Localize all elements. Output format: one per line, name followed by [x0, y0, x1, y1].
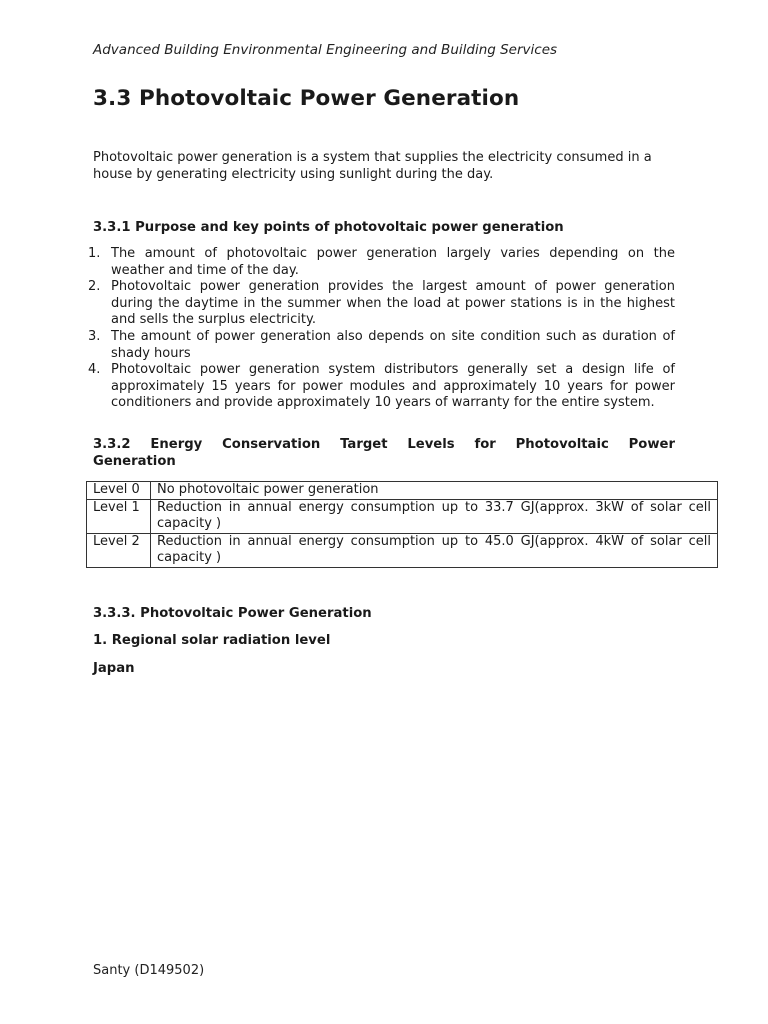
running-header: Advanced Building Environmental Engineering and Building Services — [93, 42, 558, 58]
key-points-list — [78, 246, 675, 412]
region-label: Japan — [93, 661, 135, 676]
list-item-number: 3. — [88, 328, 101, 344]
subsection-1-title: 3.3.1 Purpose and key points of photovoltaic power generation — [93, 220, 564, 235]
section-title: 3.3 Photovoltaic Power Generation — [93, 86, 520, 111]
list-item-number: 4. — [88, 362, 101, 378]
list-item — [78, 329, 675, 362]
level-cell: Level 1 — [87, 499, 151, 533]
list-item-text: The amount of power generation also depends on site condition such as duration of shady hours — [111, 328, 675, 361]
level-cell: Level 0 — [87, 482, 151, 500]
list-item-text: Photovoltaic power generation provides the largest amount of power generation during the daytime in the summer when the load at power stations is in the highest and sells the surplus electricity. — [111, 279, 675, 328]
level-cell: Level 2 — [87, 533, 151, 567]
table-row — [87, 499, 718, 533]
list-item-text: Photovoltaic power generation system distributors generally set a design life of approximately 15 years for power modules and approximately 10 years for power conditioners and provide approximately 10 years of warranty for the entire system. — [111, 362, 675, 411]
table-row — [87, 482, 718, 500]
list-item-number: 1. — [88, 246, 101, 261]
intro-paragraph: Photovoltaic power generation is a system that supplies the electricity consumed in a house by generating electricity using sunlight during the day. — [93, 150, 652, 182]
subsection-3-title: 3.3.3. Photovoltaic Power Generation — [93, 606, 372, 621]
target-levels-table — [86, 481, 718, 568]
description-cell: Reduction in annual energy consumption up to 45.0 GJ(approx. 4kW of solar cell capacity ) — [151, 533, 718, 567]
list-item-number: 2. — [88, 279, 101, 295]
list-item — [78, 279, 675, 329]
list-item-text: The amount of photovoltaic power generation largely varies depending on the weather and time of the day. — [111, 246, 675, 278]
list-item — [78, 246, 675, 279]
table-row — [87, 533, 718, 567]
item-title: 1. Regional solar radiation level — [93, 633, 331, 648]
description-cell: No photovoltaic power generation — [151, 482, 718, 500]
list-item — [78, 362, 675, 412]
subsection-2-title: 3.3.2 Energy Conservation Target Levels for Photovoltaic Power Generation — [93, 437, 675, 469]
description-cell: Reduction in annual energy consumption up to 33.7 GJ(approx. 3kW of solar cell capacity ) — [151, 499, 718, 533]
footer-author: Santy (D149502) — [93, 963, 205, 978]
